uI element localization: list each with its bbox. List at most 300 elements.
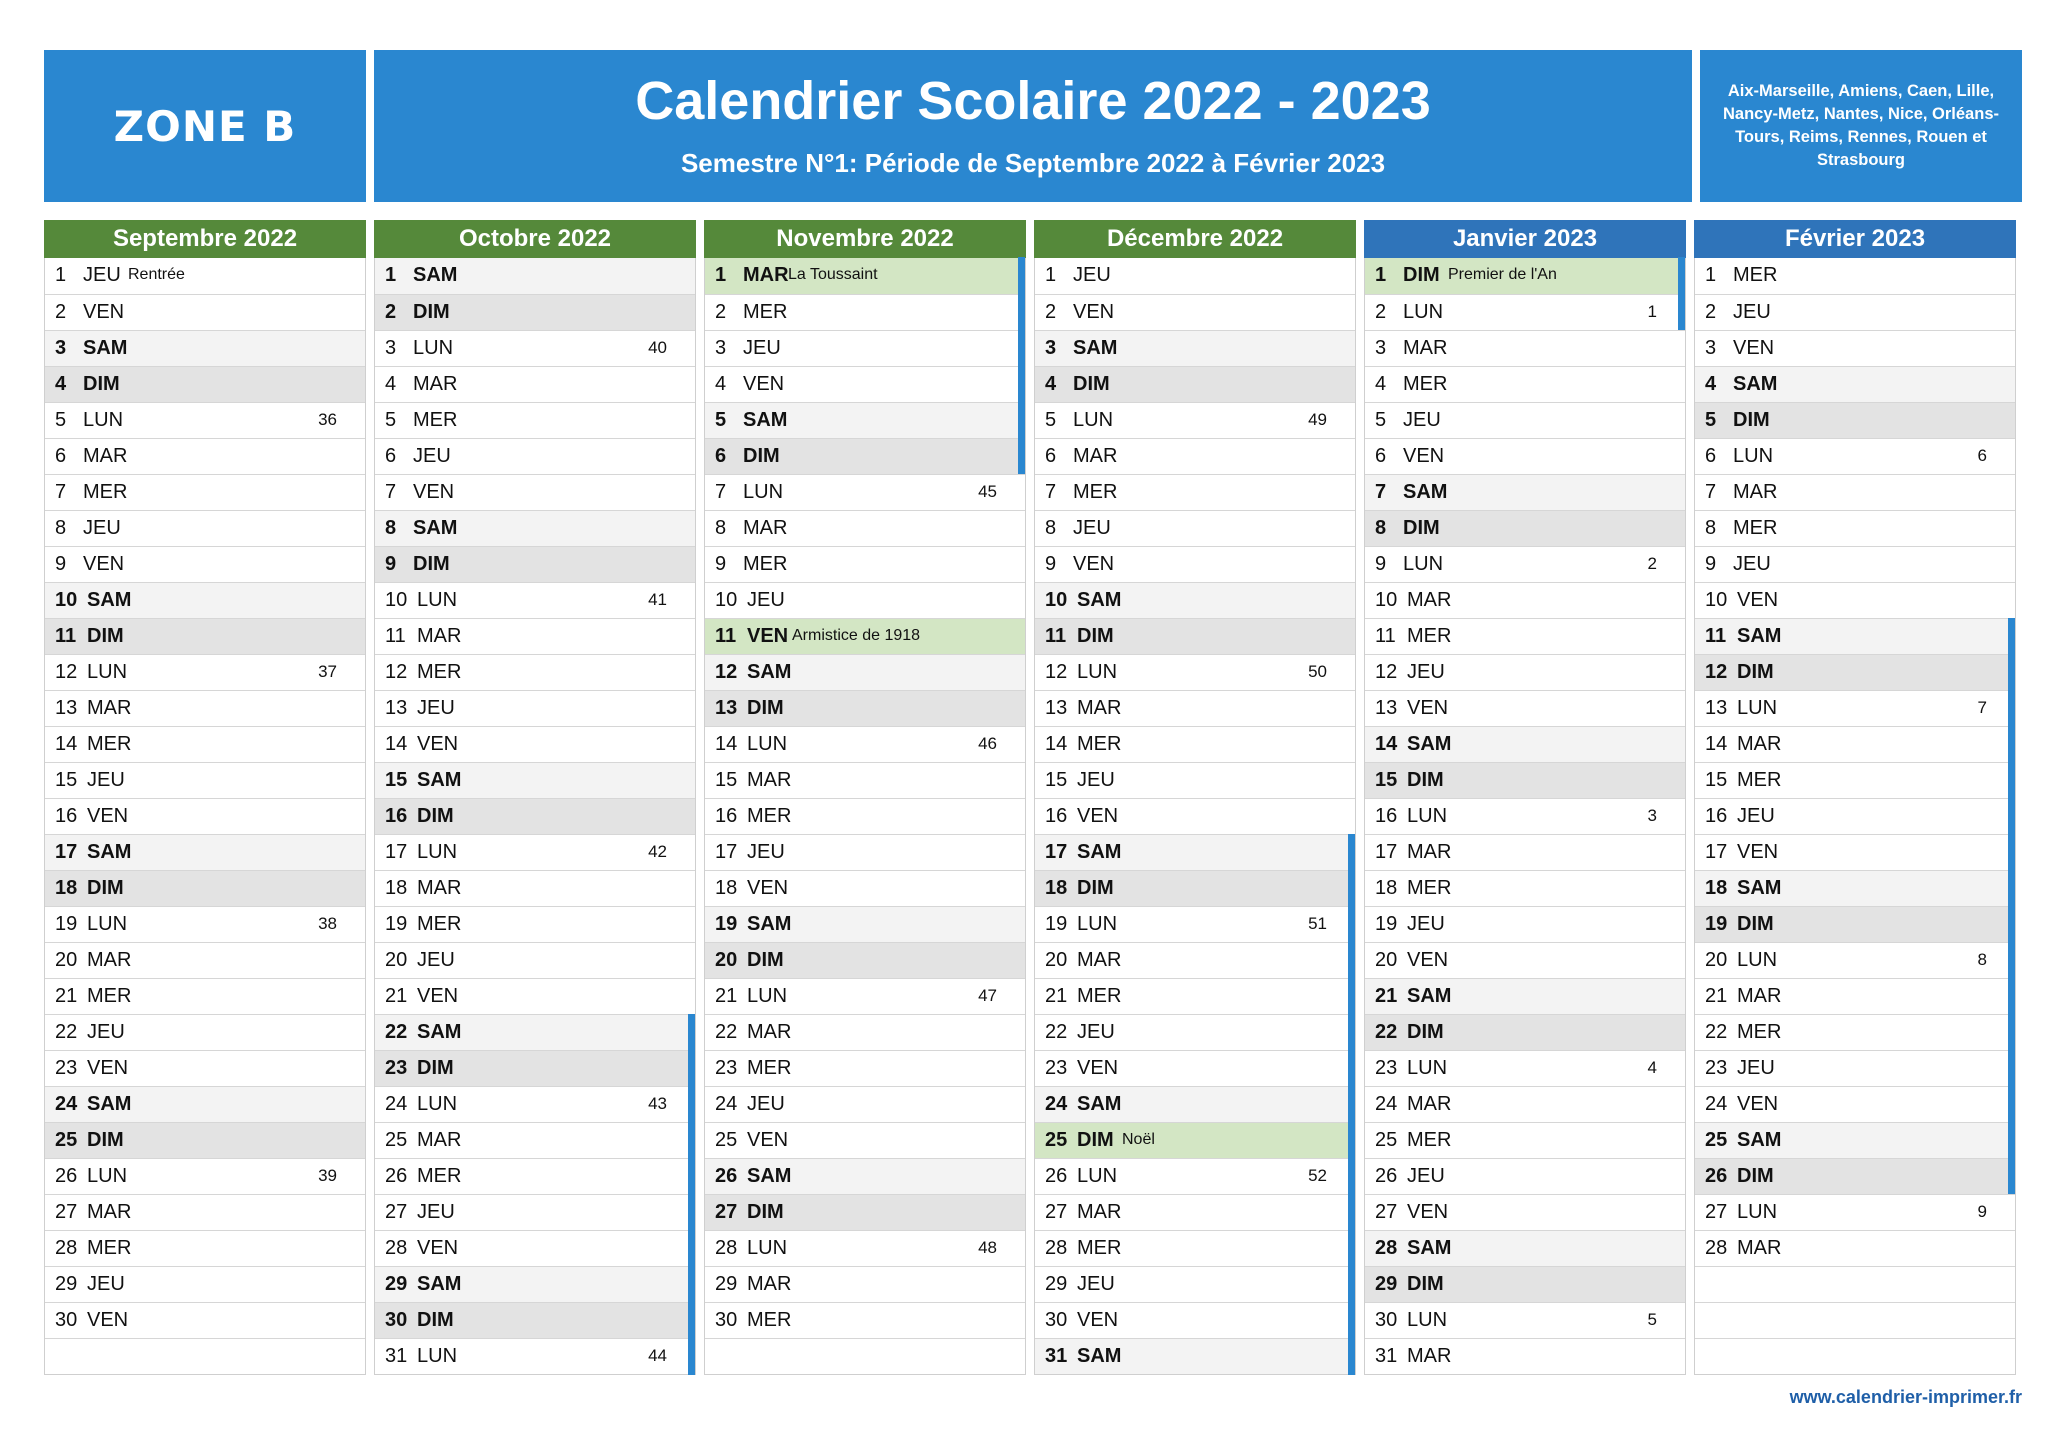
day-name: MER — [87, 985, 132, 1007]
day-row — [1695, 438, 2015, 474]
day-name: MAR — [747, 1273, 792, 1295]
day-number: 24 — [55, 1093, 78, 1115]
day-row — [1695, 1158, 2015, 1194]
footer-url[interactable]: www.calendrier-imprimer.fr — [1789, 1387, 2022, 1407]
day-name: MAR — [87, 1201, 132, 1223]
day-name: JEU — [87, 1273, 125, 1295]
day-name: DIM — [413, 553, 450, 575]
day-number: 2 — [1705, 301, 1717, 323]
day-name: VEN — [417, 733, 459, 755]
day-row — [45, 1302, 365, 1338]
day-name: JEU — [83, 517, 121, 539]
day-row — [1695, 906, 2015, 942]
vacation-bar — [2008, 834, 2015, 871]
vacation-bar — [1348, 1122, 1355, 1159]
day-number: 17 — [1375, 841, 1398, 863]
day-row — [45, 690, 365, 726]
day-row — [375, 834, 695, 870]
month-days — [1694, 258, 2016, 1375]
day-row — [375, 402, 695, 438]
vacation-bar — [688, 1194, 695, 1231]
day-number: 1 — [1045, 264, 1057, 286]
day-name: VEN — [743, 373, 785, 395]
vacation-bar — [1678, 257, 1685, 294]
day-number: 29 — [1045, 1273, 1068, 1295]
day-row — [45, 1230, 365, 1266]
day-number: 4 — [1375, 373, 1387, 395]
day-row — [1365, 654, 1685, 690]
day-row — [375, 582, 695, 618]
day-name: MAR — [1737, 733, 1782, 755]
day-row — [375, 690, 695, 726]
day-number: 4 — [715, 373, 727, 395]
day-number: 3 — [1375, 337, 1387, 359]
week-number: 40 — [648, 338, 667, 357]
day-number: 31 — [385, 1345, 408, 1367]
day-row — [45, 294, 365, 330]
day-name: MER — [1077, 1237, 1122, 1259]
day-name: VEN — [87, 805, 129, 827]
day-number: 21 — [1375, 985, 1398, 1007]
day-name: JEU — [747, 1093, 785, 1115]
day-number: 17 — [715, 841, 738, 863]
week-number: 6 — [1977, 446, 1987, 465]
day-name: JEU — [1073, 264, 1111, 286]
day-number: 21 — [1705, 985, 1728, 1007]
day-row — [1695, 726, 2015, 762]
day-number: 24 — [1705, 1093, 1728, 1115]
day-name: MER — [1073, 481, 1118, 503]
day-name: VEN — [1407, 1201, 1449, 1223]
day-row — [705, 834, 1025, 870]
day-number: 15 — [385, 769, 408, 791]
month-column — [1364, 220, 1686, 1375]
day-name: MAR — [1077, 1201, 1122, 1223]
day-row — [1365, 366, 1685, 402]
day-name: VEN — [417, 1237, 459, 1259]
day-name: SAM — [413, 517, 458, 539]
day-row — [1035, 546, 1355, 582]
day-number: 19 — [55, 913, 78, 935]
vacation-bar — [1348, 1158, 1355, 1195]
day-number: 26 — [385, 1165, 408, 1187]
day-number: 6 — [1705, 445, 1717, 467]
day-number: 22 — [715, 1021, 738, 1043]
week-number: 8 — [1977, 950, 1987, 969]
day-number: 16 — [715, 805, 738, 827]
day-name: MER — [1737, 769, 1782, 791]
day-name: LUN — [1737, 1201, 1778, 1223]
day-name: DIM — [747, 1201, 784, 1223]
day-number: 5 — [1705, 409, 1717, 431]
day-name: JEU — [1407, 1165, 1445, 1187]
day-number: 20 — [55, 949, 78, 971]
day-row — [705, 1086, 1025, 1122]
day-row — [45, 1050, 365, 1086]
day-name: DIM — [83, 373, 120, 395]
vacation-bar — [688, 1050, 695, 1087]
holiday-label: La Toussaint — [788, 266, 878, 283]
day-number: 6 — [1375, 445, 1387, 467]
day-number: 23 — [1375, 1057, 1398, 1079]
day-number: 25 — [715, 1129, 738, 1151]
day-row — [45, 510, 365, 546]
day-number: 14 — [1705, 733, 1728, 755]
day-number: 26 — [1705, 1165, 1728, 1187]
month-header: Février 2023 — [1694, 220, 2016, 258]
day-row — [45, 546, 365, 582]
vacation-bar — [2008, 906, 2015, 943]
day-row — [705, 726, 1025, 762]
vacation-bar — [1348, 978, 1355, 1015]
academies-box — [1700, 50, 2022, 202]
empty-row — [1695, 1338, 2015, 1374]
day-row — [375, 438, 695, 474]
vacation-bar — [1018, 366, 1025, 403]
day-row — [1365, 402, 1685, 438]
day-row — [705, 762, 1025, 798]
day-row — [45, 798, 365, 834]
day-number: 18 — [1375, 877, 1398, 899]
day-name: LUN — [1403, 301, 1444, 323]
day-row — [1035, 1014, 1355, 1050]
day-name: LUN — [1407, 805, 1448, 827]
day-number: 11 — [1045, 625, 1067, 647]
day-name: MER — [417, 913, 462, 935]
day-number: 14 — [715, 733, 738, 755]
day-row — [1035, 618, 1355, 654]
day-row — [1365, 582, 1685, 618]
day-row — [1035, 510, 1355, 546]
week-number: 36 — [318, 410, 337, 429]
week-number: 52 — [1308, 1166, 1327, 1185]
week-number: 5 — [1647, 1310, 1657, 1329]
day-row — [705, 906, 1025, 942]
day-number: 12 — [1705, 661, 1728, 683]
day-name: JEU — [87, 769, 125, 791]
day-name: DIM — [1733, 409, 1770, 431]
day-number: 22 — [1045, 1021, 1068, 1043]
day-name: SAM — [747, 913, 792, 935]
week-number: 2 — [1647, 554, 1657, 573]
day-number: 10 — [55, 589, 78, 611]
day-row — [1035, 1122, 1355, 1158]
day-number: 7 — [55, 481, 67, 503]
day-row — [1695, 1014, 2015, 1050]
day-row — [1365, 438, 1685, 474]
vacation-bar — [1348, 1086, 1355, 1123]
vacation-bar — [688, 1266, 695, 1303]
day-number: 14 — [55, 733, 78, 755]
day-number: 20 — [1045, 949, 1068, 971]
vacation-bar — [1348, 1338, 1355, 1375]
empty-row — [1695, 1266, 2015, 1302]
day-name: MAR — [1403, 337, 1448, 359]
week-number: 38 — [318, 914, 337, 933]
holiday-label: Premier de l'An — [1448, 266, 1557, 283]
month-column — [704, 220, 1026, 1375]
day-number: 9 — [385, 553, 397, 575]
day-row — [375, 1050, 695, 1086]
day-row — [1035, 1194, 1355, 1230]
day-number: 26 — [715, 1165, 738, 1187]
day-row — [1365, 834, 1685, 870]
day-number: 13 — [715, 697, 738, 719]
day-name: SAM — [1077, 589, 1122, 611]
day-number: 1 — [1375, 264, 1387, 286]
week-number: 46 — [978, 734, 997, 753]
day-number: 25 — [1045, 1129, 1068, 1151]
day-name: JEU — [417, 697, 455, 719]
week-number: 3 — [1647, 806, 1657, 825]
day-name: VEN — [87, 1057, 129, 1079]
day-name: LUN — [1737, 697, 1778, 719]
day-name: MAR — [1077, 949, 1122, 971]
day-row — [705, 258, 1025, 294]
day-number: 8 — [1705, 517, 1717, 539]
day-number: 5 — [55, 409, 67, 431]
day-number: 27 — [1705, 1201, 1728, 1223]
day-number: 28 — [1045, 1237, 1068, 1259]
day-name: VEN — [413, 481, 455, 503]
day-row — [705, 546, 1025, 582]
vacation-bar — [1018, 330, 1025, 367]
vacation-bar — [1018, 438, 1025, 475]
day-name: JEU — [1407, 661, 1445, 683]
month-header: Novembre 2022 — [704, 220, 1026, 258]
day-row — [1365, 762, 1685, 798]
day-row — [1035, 402, 1355, 438]
day-number: 7 — [715, 481, 727, 503]
day-number: 28 — [1705, 1237, 1728, 1259]
day-row — [375, 510, 695, 546]
month-column — [44, 220, 366, 1375]
day-row — [45, 474, 365, 510]
day-number: 8 — [1375, 517, 1387, 539]
day-row — [1695, 978, 2015, 1014]
week-number: 47 — [978, 986, 997, 1005]
day-row — [1695, 834, 2015, 870]
day-number: 23 — [55, 1057, 78, 1079]
day-number: 1 — [1705, 264, 1717, 286]
day-name: VEN — [1403, 445, 1445, 467]
day-name: JEU — [1073, 517, 1111, 539]
day-name: MAR — [1407, 841, 1452, 863]
day-name: JEU — [1077, 1273, 1115, 1295]
day-name: MAR — [417, 625, 462, 647]
day-row — [1365, 546, 1685, 582]
day-number: 26 — [1375, 1165, 1398, 1187]
day-row — [45, 402, 365, 438]
day-name: MAR — [1077, 697, 1122, 719]
day-number: 27 — [1045, 1201, 1068, 1223]
day-row — [1695, 942, 2015, 978]
day-number: 21 — [1045, 985, 1068, 1007]
day-number: 11 — [715, 625, 737, 647]
day-row — [1365, 1050, 1685, 1086]
day-name: DIM — [743, 445, 780, 467]
day-number: 13 — [1375, 697, 1398, 719]
day-row — [375, 1194, 695, 1230]
day-row — [1695, 870, 2015, 906]
day-number: 15 — [55, 769, 78, 791]
day-name: MER — [747, 1057, 792, 1079]
day-number: 7 — [1705, 481, 1717, 503]
day-number: 29 — [1375, 1273, 1398, 1295]
day-number: 3 — [55, 337, 67, 359]
day-number: 24 — [385, 1093, 408, 1115]
day-number: 17 — [1045, 841, 1068, 863]
day-name: LUN — [1077, 661, 1118, 683]
day-name: LUN — [413, 337, 454, 359]
month-column — [374, 220, 696, 1375]
day-row — [1695, 510, 2015, 546]
day-row — [1695, 1050, 2015, 1086]
vacation-bar — [2008, 1050, 2015, 1087]
day-row — [1365, 942, 1685, 978]
week-number: 39 — [318, 1166, 337, 1185]
day-row — [705, 474, 1025, 510]
day-name: LUN — [1737, 949, 1778, 971]
day-number: 20 — [1375, 949, 1398, 971]
day-name: SAM — [1407, 1237, 1452, 1259]
day-row — [1365, 1158, 1685, 1194]
day-name: MAR — [1407, 1093, 1452, 1115]
day-number: 29 — [55, 1273, 78, 1295]
day-name: MER — [1407, 1129, 1452, 1151]
day-row — [1695, 546, 2015, 582]
day-name: LUN — [747, 733, 788, 755]
day-row — [375, 798, 695, 834]
day-name: SAM — [1403, 481, 1448, 503]
day-row — [705, 366, 1025, 402]
day-row — [1035, 726, 1355, 762]
day-number: 19 — [1705, 913, 1728, 935]
week-number: 50 — [1308, 662, 1327, 681]
vacation-bar — [688, 1338, 695, 1375]
vacation-bar — [1348, 870, 1355, 907]
day-row — [375, 1302, 695, 1338]
day-name: JEU — [1733, 301, 1771, 323]
day-row — [45, 366, 365, 402]
day-number: 27 — [1375, 1201, 1398, 1223]
day-name: JEU — [1737, 805, 1775, 827]
day-name: MER — [1407, 625, 1452, 647]
day-row — [705, 1230, 1025, 1266]
day-number: 15 — [715, 769, 738, 791]
day-number: 6 — [385, 445, 397, 467]
day-number: 3 — [1045, 337, 1057, 359]
day-row — [705, 1194, 1025, 1230]
day-number: 21 — [55, 985, 78, 1007]
day-row — [1365, 798, 1685, 834]
day-row — [375, 942, 695, 978]
day-name: DIM — [1737, 913, 1774, 935]
day-row — [1035, 294, 1355, 330]
day-number: 13 — [1705, 697, 1728, 719]
day-name: MAR — [1073, 445, 1118, 467]
day-name: SAM — [87, 589, 132, 611]
day-name: JEU — [83, 264, 121, 286]
day-name: VEN — [83, 553, 125, 575]
day-number: 3 — [715, 337, 727, 359]
day-name: VEN — [1073, 301, 1115, 323]
empty-row — [1695, 1302, 2015, 1338]
day-row — [705, 1050, 1025, 1086]
vacation-bar — [1018, 257, 1025, 294]
day-number: 6 — [55, 445, 67, 467]
day-row — [45, 906, 365, 942]
day-row — [45, 1014, 365, 1050]
month-days — [704, 258, 1026, 1375]
month-days — [44, 258, 366, 1375]
day-row — [705, 942, 1025, 978]
title-box — [374, 50, 1692, 202]
day-name: DIM — [87, 625, 124, 647]
day-name: LUN — [83, 409, 124, 431]
day-name: LUN — [1407, 1309, 1448, 1331]
day-row — [375, 906, 695, 942]
vacation-bar — [2008, 870, 2015, 907]
day-number: 25 — [385, 1129, 408, 1151]
vacation-bar — [1348, 906, 1355, 943]
day-row — [705, 582, 1025, 618]
day-row — [1365, 258, 1685, 294]
day-row — [45, 330, 365, 366]
day-number: 18 — [385, 877, 408, 899]
day-name: LUN — [87, 1165, 128, 1187]
vacation-bar — [2008, 762, 2015, 799]
day-row — [45, 1158, 365, 1194]
day-row — [1695, 294, 2015, 330]
page-title: Calendrier Scolaire 2022 - 2023 — [635, 71, 1431, 131]
day-row — [1035, 690, 1355, 726]
day-name: SAM — [417, 1273, 462, 1295]
day-number: 5 — [1375, 409, 1387, 431]
day-name: LUN — [417, 841, 458, 863]
day-number: 14 — [1045, 733, 1068, 755]
day-row — [375, 1086, 695, 1122]
day-name: JEU — [1077, 769, 1115, 791]
day-number: 25 — [1375, 1129, 1398, 1151]
day-row — [705, 330, 1025, 366]
day-row — [375, 1014, 695, 1050]
vacation-bar — [1018, 294, 1025, 331]
day-number: 25 — [1705, 1129, 1728, 1151]
day-number: 7 — [1375, 481, 1387, 503]
day-number: 28 — [715, 1237, 738, 1259]
day-name: DIM — [1403, 517, 1440, 539]
vacation-bar — [2008, 654, 2015, 691]
day-row — [45, 1194, 365, 1230]
week-number: 45 — [978, 482, 997, 501]
day-name: MER — [87, 733, 132, 755]
day-row — [375, 1230, 695, 1266]
day-row — [705, 798, 1025, 834]
vacation-bar — [688, 1302, 695, 1339]
vacation-bar — [2008, 942, 2015, 979]
day-row — [45, 582, 365, 618]
day-number: 6 — [715, 445, 727, 467]
vacation-bar — [688, 1014, 695, 1051]
day-row — [1695, 1230, 2015, 1266]
day-name: JEU — [1407, 913, 1445, 935]
day-number: 18 — [1045, 877, 1068, 899]
vacation-bar — [1678, 294, 1685, 331]
day-number: 16 — [385, 805, 408, 827]
day-name: MAR — [1407, 589, 1452, 611]
day-row — [45, 438, 365, 474]
